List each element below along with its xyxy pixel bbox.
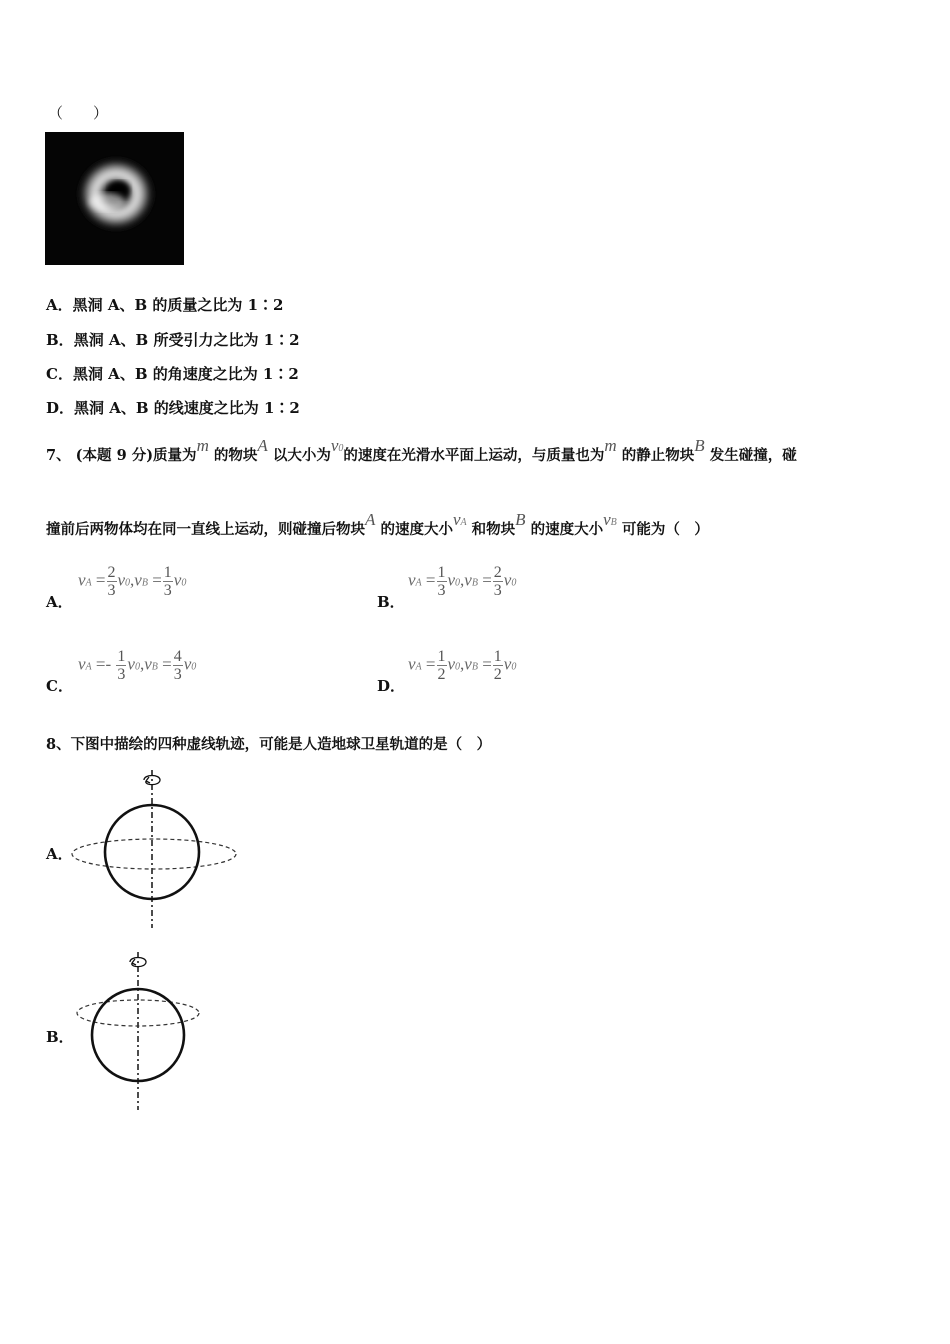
answer-paren: （ ）	[48, 104, 109, 122]
option-label: A．	[46, 296, 73, 314]
q7-option-d-formula: vA = $\frac{1}{2}$ v0,vB = $\frac{1}{2}$ v0	[408, 648, 517, 683]
q7-stem-line2	[46, 510, 709, 539]
option-label: C．	[46, 365, 73, 383]
q6-option-c[interactable]	[46, 363, 299, 384]
question-number: 8、	[46, 736, 71, 753]
math-m: m	[604, 436, 617, 455]
math-vA: vA	[452, 510, 467, 529]
question-number: 7、	[46, 447, 71, 464]
black-hole-image	[45, 132, 184, 265]
option-label: B．	[46, 331, 74, 349]
q7-option-c-formula: vA =- $\frac{1}{3}$ v0,vB = $\frac{4}{3}$ v0	[78, 648, 197, 683]
q7-option-b-formula: vA = $\frac{1}{3}$ v0,vB = $\frac{2}{3}$ v0	[408, 564, 517, 599]
q7-stem-line1	[46, 436, 797, 465]
q6-option-a[interactable]	[46, 294, 284, 315]
q6-option-d[interactable]	[46, 397, 300, 418]
q7-option-a-label[interactable]: A．	[46, 593, 73, 611]
stem-text: 发生碰撞，碰	[709, 447, 797, 464]
option-text: 黑洞 A、B 的线速度之比为 1∶2	[74, 399, 300, 417]
math-B: B	[515, 510, 526, 529]
stem-text: 的物块	[213, 447, 258, 464]
q8-option-a-label[interactable]: A．	[46, 845, 73, 863]
stem-text: 的速度大小	[530, 521, 604, 538]
q7-option-b-label[interactable]: B．	[377, 593, 405, 611]
q7-option-c-label[interactable]: C．	[46, 677, 73, 695]
math-B: B	[694, 436, 705, 455]
math-A: A	[365, 510, 376, 529]
option-label: D．	[46, 399, 75, 417]
math-vB: vB	[603, 510, 617, 529]
q6-option-b[interactable]	[46, 329, 300, 350]
stem-text: 下图中描绘的四种虚线轨迹，可能是人造地球卫星轨道的是（ ）	[70, 736, 492, 753]
stem-text: 的静止物块	[621, 447, 695, 464]
math-m: m	[196, 436, 209, 455]
option-text: 黑洞 A、B 的质量之比为 1∶2	[72, 296, 284, 314]
q8-option-b-label[interactable]: B．	[46, 1028, 74, 1046]
option-text: 黑洞 A、B 的角速度之比为 1∶2	[72, 365, 299, 383]
math-v0: v0	[330, 436, 344, 455]
stem-text: 撞前后两物体均在同一直线上运动，则碰撞后物块	[46, 521, 365, 538]
q7-option-d-label[interactable]: D．	[377, 677, 406, 695]
stem-text: 和物块	[471, 521, 516, 538]
stem-text: 的速度在光滑水平面上运动，与质量也为	[343, 447, 605, 464]
option-text: 黑洞 A、B 所受引力之比为 1∶2	[73, 331, 300, 349]
stem-text: (本题 9 分)质量为	[75, 447, 197, 464]
q8-option-a-figure	[70, 768, 242, 936]
q8-stem	[46, 733, 491, 754]
stem-text: 的速度大小	[380, 521, 453, 538]
stem-text: 可能为（ ）	[621, 521, 709, 538]
stem-text: 以大小为	[272, 447, 331, 464]
math-A: A	[257, 436, 268, 455]
q7-option-a-formula: vA = $\frac{2}{3}$ v0,vB = $\frac{1}{3}$ v0	[78, 564, 187, 599]
q8-option-b-figure	[75, 950, 205, 1118]
